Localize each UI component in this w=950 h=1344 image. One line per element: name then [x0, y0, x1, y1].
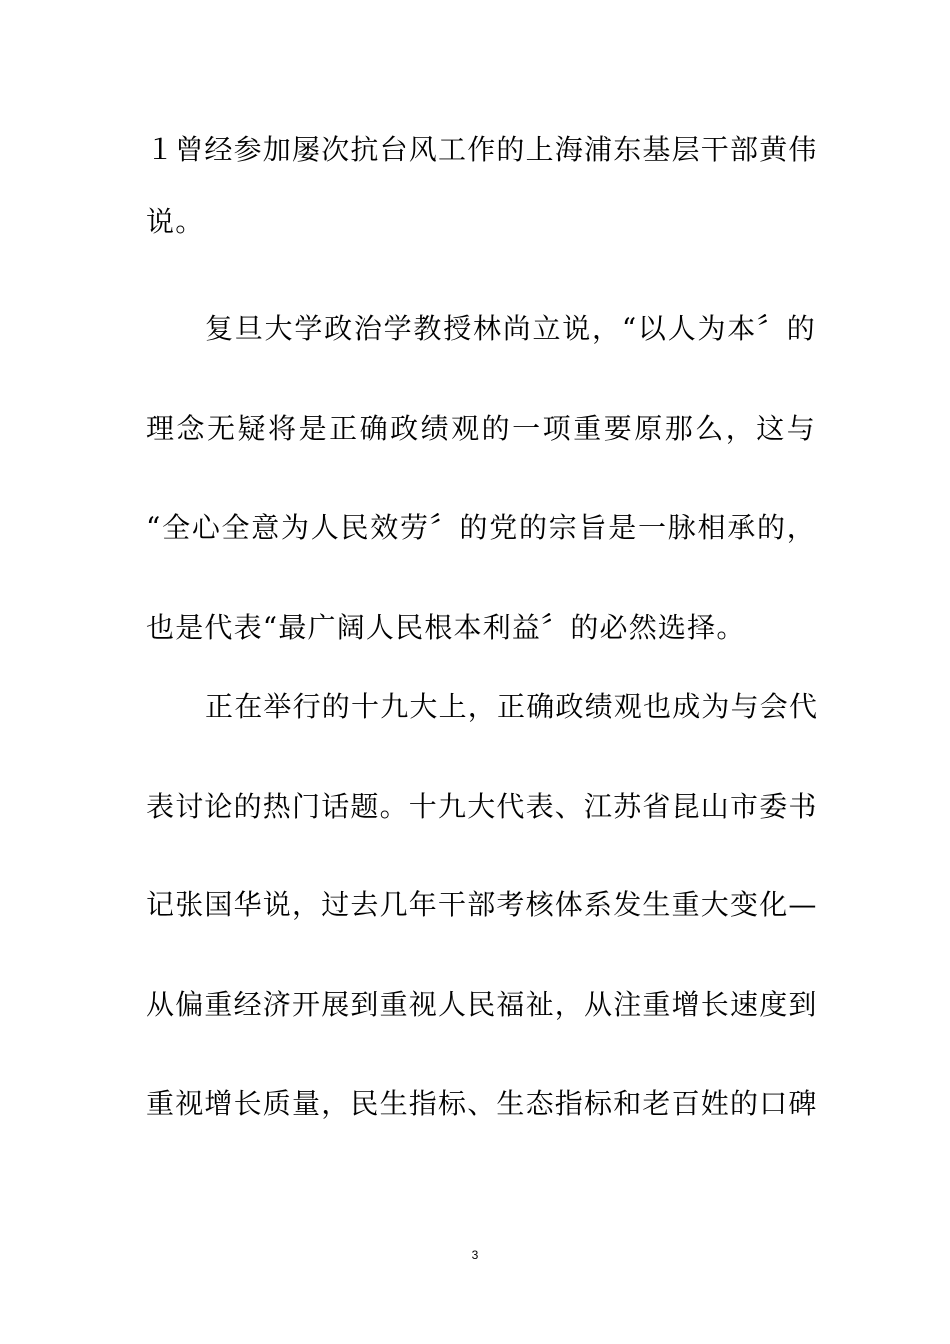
page-number: 3	[471, 1248, 479, 1262]
paragraph-line-5: “全心全意为人民效劳〞的党的宗旨是一脉相承的，	[146, 511, 816, 544]
paragraph-line-8: 表讨论的热门话题。十九大代表、江苏省昆山市委书	[146, 790, 818, 823]
paragraph-line-10: 从偏重经济开展到重视人民福祉，从注重增长速度到	[146, 988, 818, 1021]
paragraph-line-6: 也是代表“最广阔人民根本利益〞的必然选择。	[146, 611, 746, 644]
paragraph-line-11: 重视增长质量，民生指标、生态指标和老百姓的口碑	[146, 1087, 818, 1120]
paragraph-line-4: 理念无疑将是正确政绩观的一项重要原那么，这与	[146, 412, 816, 445]
paragraph-line-9: 记张国华说，过去几年干部考核体系发生重大变化—	[146, 888, 818, 921]
paragraph-line-3: 复旦大学政治学教授林尚立说，“以人为本〞的	[205, 312, 816, 345]
paragraph-line-1: １曾经参加屡次抗台风工作的上海浦东基层干部黄伟	[146, 133, 818, 166]
paragraph-line-2: 说。	[146, 205, 205, 238]
paragraph-line-7: 正在举行的十九大上，正确政绩观也成为与会代	[205, 690, 819, 723]
